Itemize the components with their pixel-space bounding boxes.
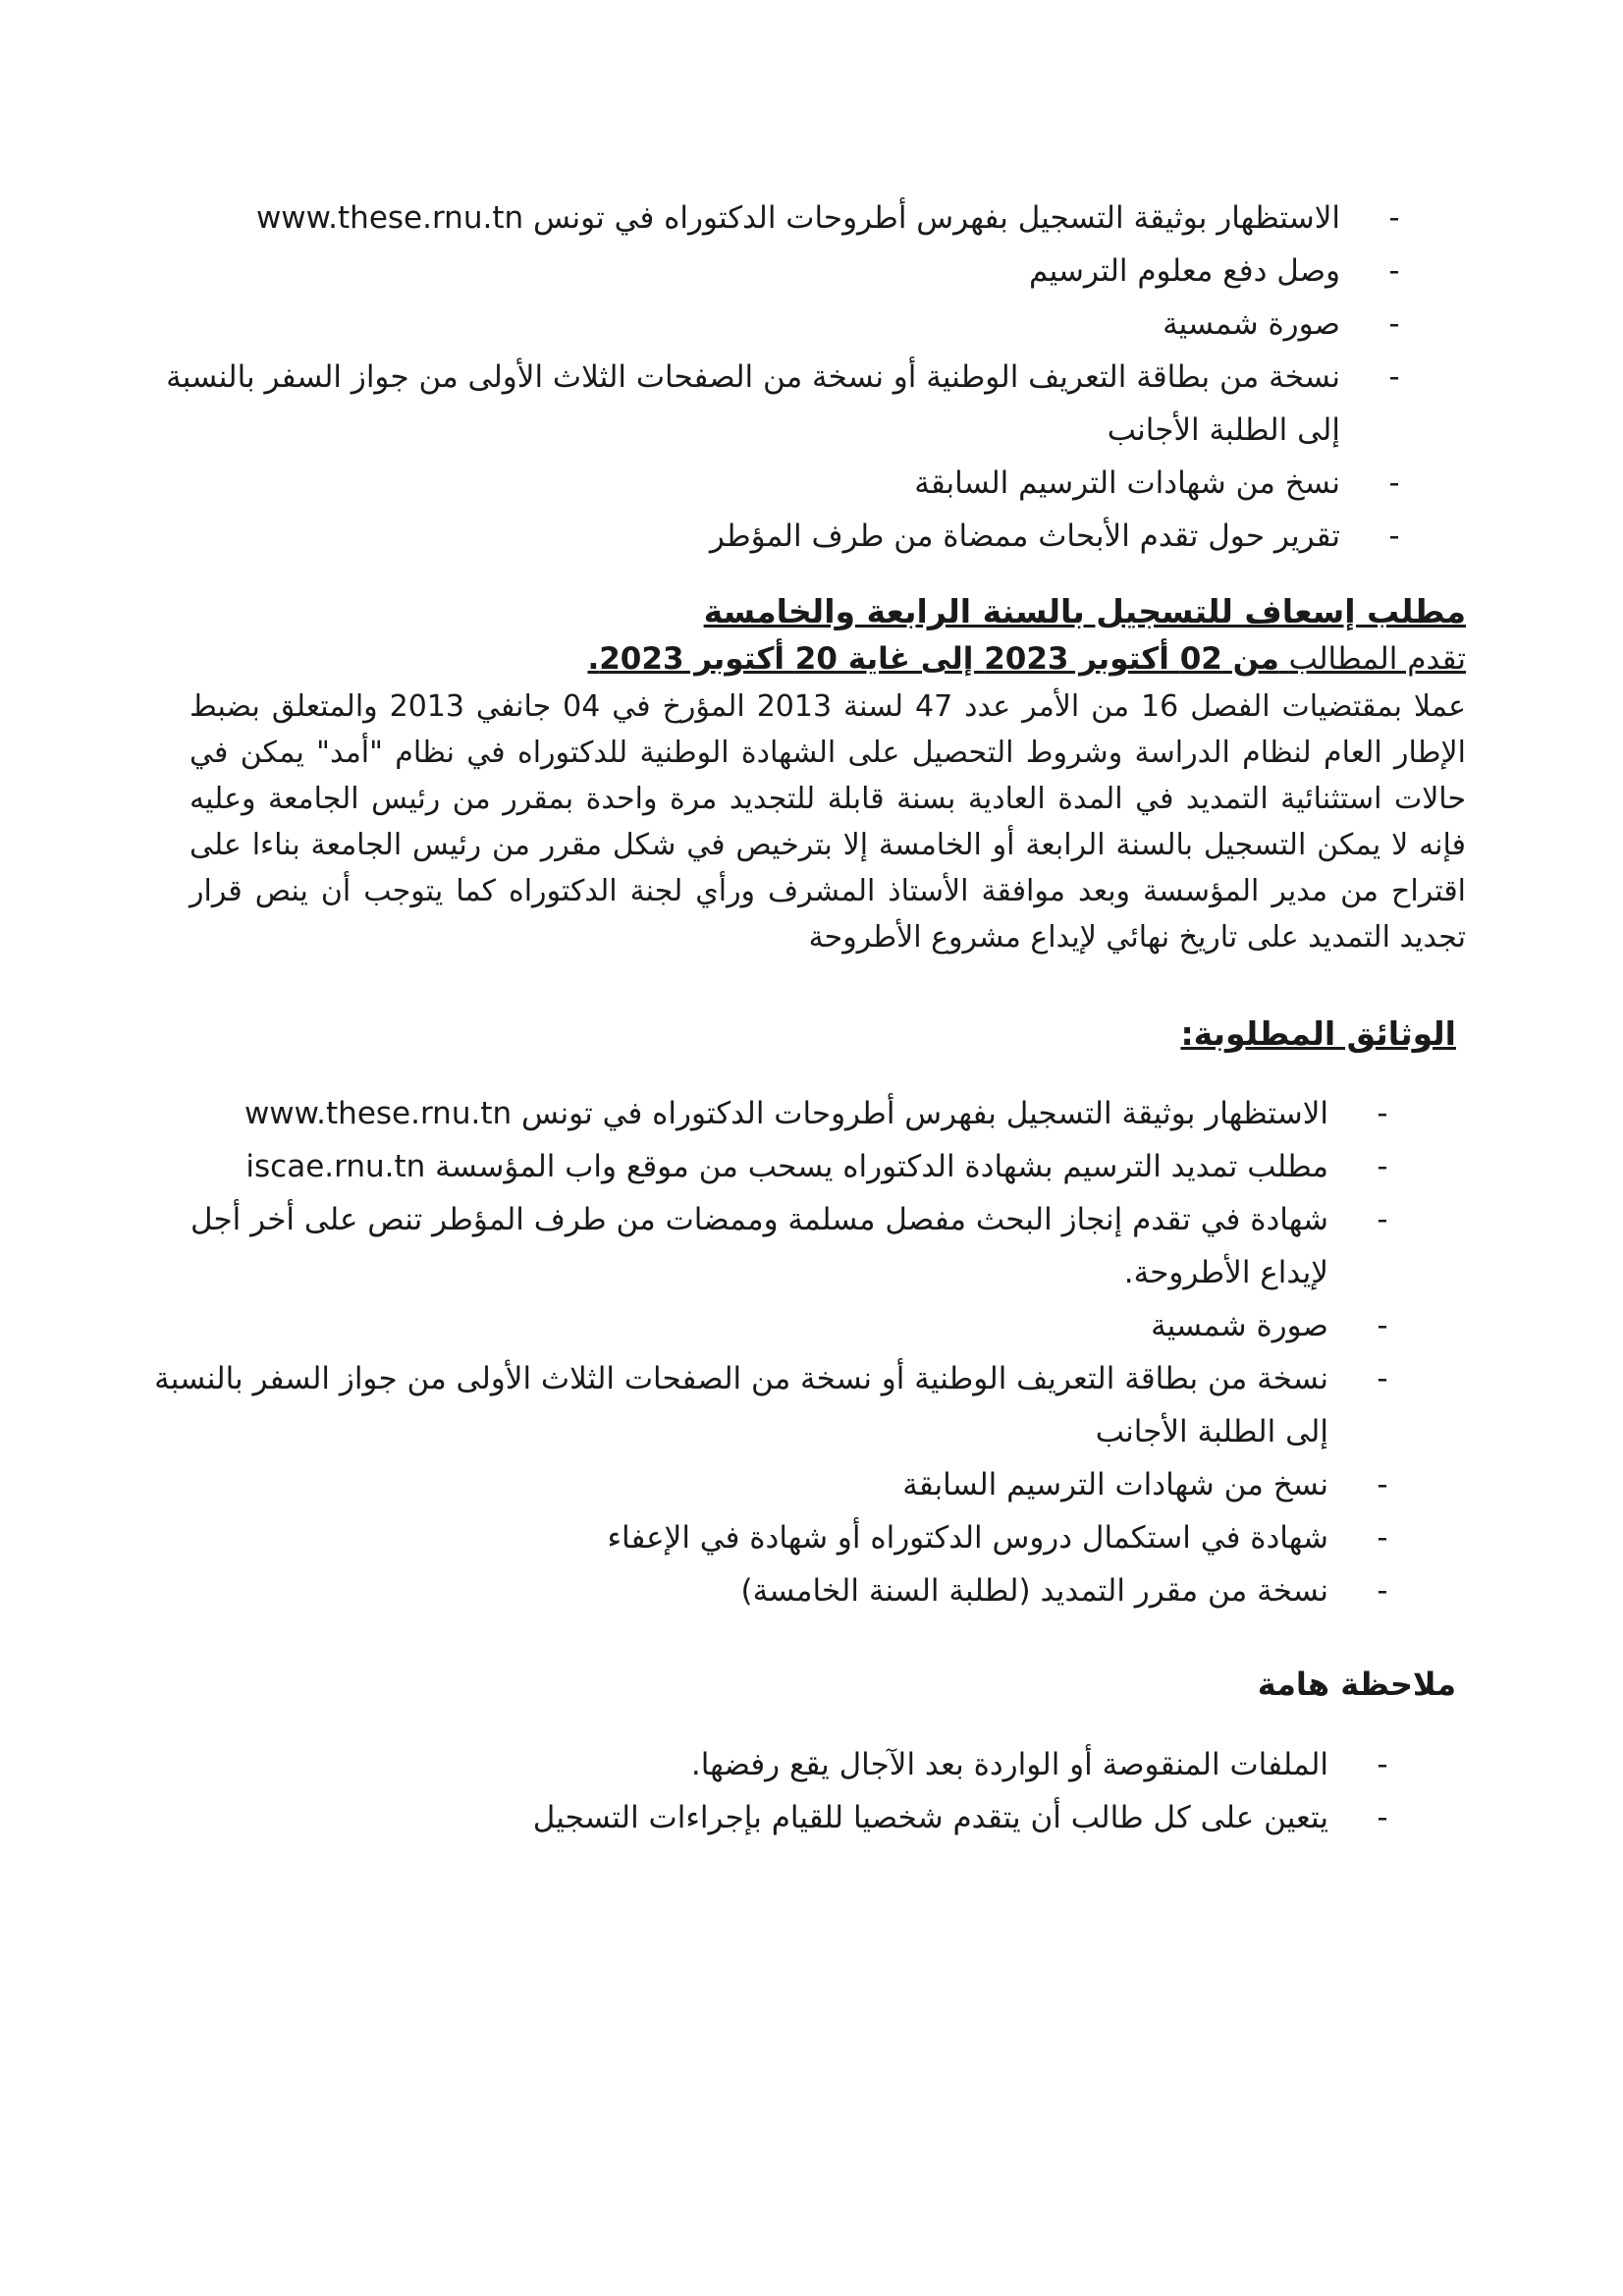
dash-bullet: - bbox=[1377, 1800, 1388, 1835]
list-item bbox=[317, 1791, 1397, 1844]
list-item bbox=[133, 298, 1409, 351]
list-item bbox=[133, 191, 1409, 245]
dash-bullet: - bbox=[1377, 1361, 1388, 1396]
dash-bullet: - bbox=[1377, 1096, 1388, 1131]
list-item bbox=[131, 1458, 1397, 1511]
dash-bullet: - bbox=[1377, 1308, 1388, 1343]
deadline-prefix: تقدم المطالب bbox=[1288, 641, 1466, 677]
deadline-dates: من 02 أكتوبر 2023 إلى غاية 20 أكتوبر 2023. bbox=[587, 641, 1279, 677]
list-item-text: نسخ من شهادات الترسيم السابقة bbox=[902, 1467, 1328, 1503]
deadline-line bbox=[189, 636, 1466, 682]
list-item bbox=[131, 1511, 1397, 1564]
dash-bullet: - bbox=[1377, 1747, 1388, 1782]
list-item-text: تقرير حول تقدم الأبحاث ممضاة من طرف المؤطر bbox=[709, 519, 1340, 554]
required-items-list-top bbox=[133, 191, 1409, 563]
dash-bullet: - bbox=[1377, 1520, 1388, 1556]
list-item bbox=[131, 1140, 1397, 1193]
dash-bullet: - bbox=[1388, 253, 1400, 289]
dash-bullet: - bbox=[1388, 519, 1400, 554]
list-item-text: مطلب تمديد الترسيم بشهادة الدكتوراه يسحب من موقع واب المؤسسة iscae.rnu.tn bbox=[245, 1149, 1328, 1184]
list-item-text: الاستظهار بوثيقة التسجيل بفهرس أطروحات الدكتوراه في تونس www.these.rnu.tn bbox=[243, 1096, 1328, 1131]
section-heading-documents: الوثائق المطلوبة: bbox=[1180, 1014, 1456, 1053]
dash-bullet: - bbox=[1377, 1573, 1388, 1609]
list-item bbox=[131, 1352, 1397, 1458]
list-item-text: نسخ من شهادات الترسيم السابقة bbox=[914, 465, 1340, 501]
list-item bbox=[133, 245, 1409, 298]
dash-bullet: - bbox=[1377, 1202, 1388, 1237]
list-item bbox=[133, 351, 1409, 457]
section-heading-important-note: ملاحظة هامة bbox=[1257, 1666, 1456, 1703]
list-item bbox=[131, 1087, 1397, 1140]
list-item bbox=[131, 1299, 1397, 1352]
dash-bullet: - bbox=[1388, 306, 1400, 342]
section-heading-extension: مطلب إسعاف للتسجيل بالسنة الرابعة والخامسة bbox=[703, 592, 1466, 630]
list-item-text: شهادة في تقدم إنجاز البحث مفصل مسلمة وممضات من طرف المؤطر تنص على أخر أجل لإيداع الأطروحة. bbox=[190, 1202, 1328, 1290]
dash-bullet: - bbox=[1388, 359, 1400, 395]
list-item-text: نسخة من مقرر التمديد (لطلبة السنة الخامسة) bbox=[740, 1573, 1328, 1609]
dash-bullet: - bbox=[1377, 1149, 1388, 1184]
required-documents-list bbox=[131, 1087, 1397, 1617]
list-item bbox=[131, 1564, 1397, 1617]
list-item-text: صورة شمسية bbox=[1151, 1308, 1328, 1343]
list-item-text: يتعين على كل طالب أن يتقدم شخصيا للقيام بإجراءات التسجيل bbox=[532, 1800, 1328, 1835]
list-item-text: نسخة من بطاقة التعريف الوطنية أو نسخة من الصفحات الثلاث الأولى من جواز السفر بالنسبة إلى الطلبة الأجانب bbox=[166, 359, 1340, 448]
list-item bbox=[317, 1738, 1397, 1791]
list-item-text: وصل دفع معلوم الترسيم bbox=[1029, 253, 1340, 289]
legal-paragraph: عملا بمقتضيات الفصل 16 من الأمر عدد 47 لسنة 2013 المؤرخ في 04 جانفي 2013 والمتعلق بضبط الإطار العام لنظام الدراسة وشروط التحصيل على الشهادة الوطنية للدكتوراه في نظام "أمد" يمكن في حالات استثنائية التمديد في المدة العادية بسنة قابلة للتجديد مرة واحدة بمقرر من رئيس الجامعة وعليه فإنه لا يمكن التسجيل بالسنة الرابعة أو الخامسة إلا بترخيص في شكل مقرر من رئيس الجامعة بناءا على اقتراح من مدير المؤسسة وبعد موافقة الأستاذ المشرف ورأي لجنة الدكتوراه كما يتوجب أن ينص قرار تجديد التمديد على تاريخ نهائي لإيداع مشروع الأطروحة bbox=[189, 689, 1467, 955]
dash-bullet: - bbox=[1377, 1467, 1388, 1503]
list-item bbox=[133, 457, 1409, 510]
list-item-text: الاستظهار بوثيقة التسجيل بفهرس أطروحات الدكتوراه في تونس www.these.rnu.tn bbox=[255, 200, 1340, 236]
important-notes-list bbox=[317, 1738, 1397, 1844]
list-item-text: نسخة من بطاقة التعريف الوطنية أو نسخة من الصفحات الثلاث الأولى من جواز السفر بالنسبة إلى الطلبة الأجانب bbox=[154, 1361, 1328, 1449]
dash-bullet: - bbox=[1388, 465, 1400, 501]
list-item-text: شهادة في استكمال دروس الدكتوراه أو شهادة في الإعفاء bbox=[607, 1520, 1328, 1556]
list-item-text: الملفات المنقوصة أو الواردة بعد الآجال يقع رفضها. bbox=[690, 1747, 1328, 1782]
dash-bullet: - bbox=[1388, 200, 1400, 236]
list-item bbox=[131, 1193, 1397, 1299]
list-item bbox=[133, 510, 1409, 563]
list-item-text: صورة شمسية bbox=[1163, 306, 1340, 342]
